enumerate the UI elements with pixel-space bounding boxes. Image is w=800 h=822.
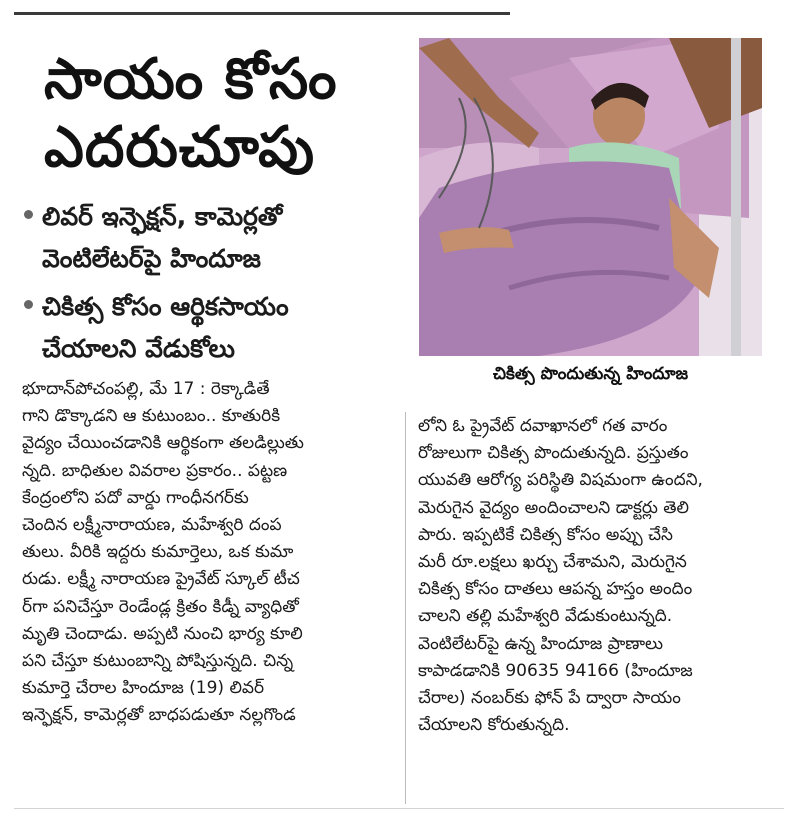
article-column-right	[418, 413, 768, 739]
column-divider	[405, 412, 406, 804]
article-line: రోజులుగా చికిత్స పొందుతున్నది. ప్రస్తుతం	[418, 443, 689, 464]
headline	[44, 46, 404, 182]
article-line: రుడు. లక్ష్మీ నారాయణ ప్రైవేట్ స్కూల్ టీచ	[22, 569, 300, 590]
top-rule	[14, 12, 510, 15]
article-line: తులు. వీరికి ఇద్దరు కుమార్తెలు, ఒక కుమా	[22, 542, 294, 563]
article-line: వైద్యం చేయించడానికి ఆర్థికంగా తలడిల్లుతు	[22, 433, 304, 454]
subhead-1	[20, 196, 410, 280]
subhead-1-line-1: లివర్ ఇన్ఫెక్షన్, కామెర్లతో	[42, 202, 283, 231]
article-line: చేరాల) నంబర్‌కు ఫోన్ పే ద్వారా సాయం	[418, 688, 681, 709]
article-line: ర్‌గా పనిచేస్తూ రెండేండ్ల క్రితం కిడ్నీ వ్యాధితో	[22, 596, 299, 617]
article-line: కుమార్తె చేరాల హిందూజ (19) లివర్	[22, 678, 265, 699]
subhead-1-line-2: వెంటిలేటర్‌పై హిందూజ	[42, 244, 261, 273]
photo-caption: చికిత్స పొందుతున్న హిందూజ	[493, 364, 688, 384]
article-line: చేయాలని కోరుతున్నది.	[418, 715, 570, 736]
subheads	[20, 196, 410, 376]
article-line: లోని ఓ ప్రైవేట్ దవాఖానలో గత వారం	[418, 416, 668, 436]
bullet-dot-icon	[24, 210, 33, 219]
article-line: గాని డొక్కాడని ఆ కుటుంబం.. కూతురికి	[22, 406, 281, 427]
article-line: యువతి ఆరోగ్య పరిస్థితి విషమంగా ఉందని,	[418, 470, 703, 491]
article-line: పని చేస్తూ కుటుంబాన్ని పోషిస్తున్నది. చిన్న	[22, 651, 294, 672]
bottom-rule	[14, 808, 784, 809]
subhead-2-line-2: చేయాలని వేడుకోలు	[42, 334, 235, 363]
article-line: భూదాన్‌పోచంపల్లి, మే 17 : రెక్కాడితే	[22, 379, 270, 399]
article-line: మరీ రూ.లక్షలు ఖర్చు చేశామని, మెరుగైన	[418, 552, 687, 573]
article-line: చికిత్స కోసం దాతలు ఆపన్న హస్తం అందిం	[418, 579, 693, 600]
article-line: పారు. ఇప్పటికే చికిత్స కోసం అప్పు చేసి	[418, 524, 673, 545]
subhead-2	[20, 286, 410, 370]
headline-line-1: సాయం కోసం	[44, 47, 338, 112]
bullet-dot-icon	[24, 300, 33, 309]
article-line: కాపాడడానికి 90635 94166 (హిందూజ	[418, 660, 693, 681]
article-line: ఇన్ఫెక్షన్, కామెర్లతో బాధపడుతూ నల్లగొండ	[22, 705, 296, 726]
article-line: కేంద్రంలోని పదో వార్డు గాంధీనగర్‌కు	[22, 487, 249, 508]
article-line: వెంటిలేటర్‌పై ఉన్న హిందూజ ప్రాణాలు	[418, 633, 663, 654]
article-line: మృతి చెందాడు. అప్పటి నుంచి భార్య కూలి	[22, 623, 303, 644]
subhead-2-line-1: చికిత్స కోసం ఆర్థికసాయం	[42, 292, 289, 321]
patient-photo-illustration	[419, 38, 762, 356]
news-photo	[419, 38, 762, 356]
headline-line-2: ఎదరుచూపు	[44, 115, 316, 180]
article-line: చాలని తల్లి మహేశ్వరి వేడుకుంటున్నది.	[418, 606, 673, 627]
article-line: మెరుగైన వైద్యం అందించాలని డాక్టర్లు తెలి	[418, 497, 689, 518]
article-line: న్నది. బాధితుల వివరాల ప్రకారం.. పట్టణ	[22, 460, 288, 481]
article-line: చెందిన లక్ష్మీనారాయణ, మహేశ్వరి దంప	[22, 515, 282, 536]
article-column-left	[22, 376, 397, 730]
